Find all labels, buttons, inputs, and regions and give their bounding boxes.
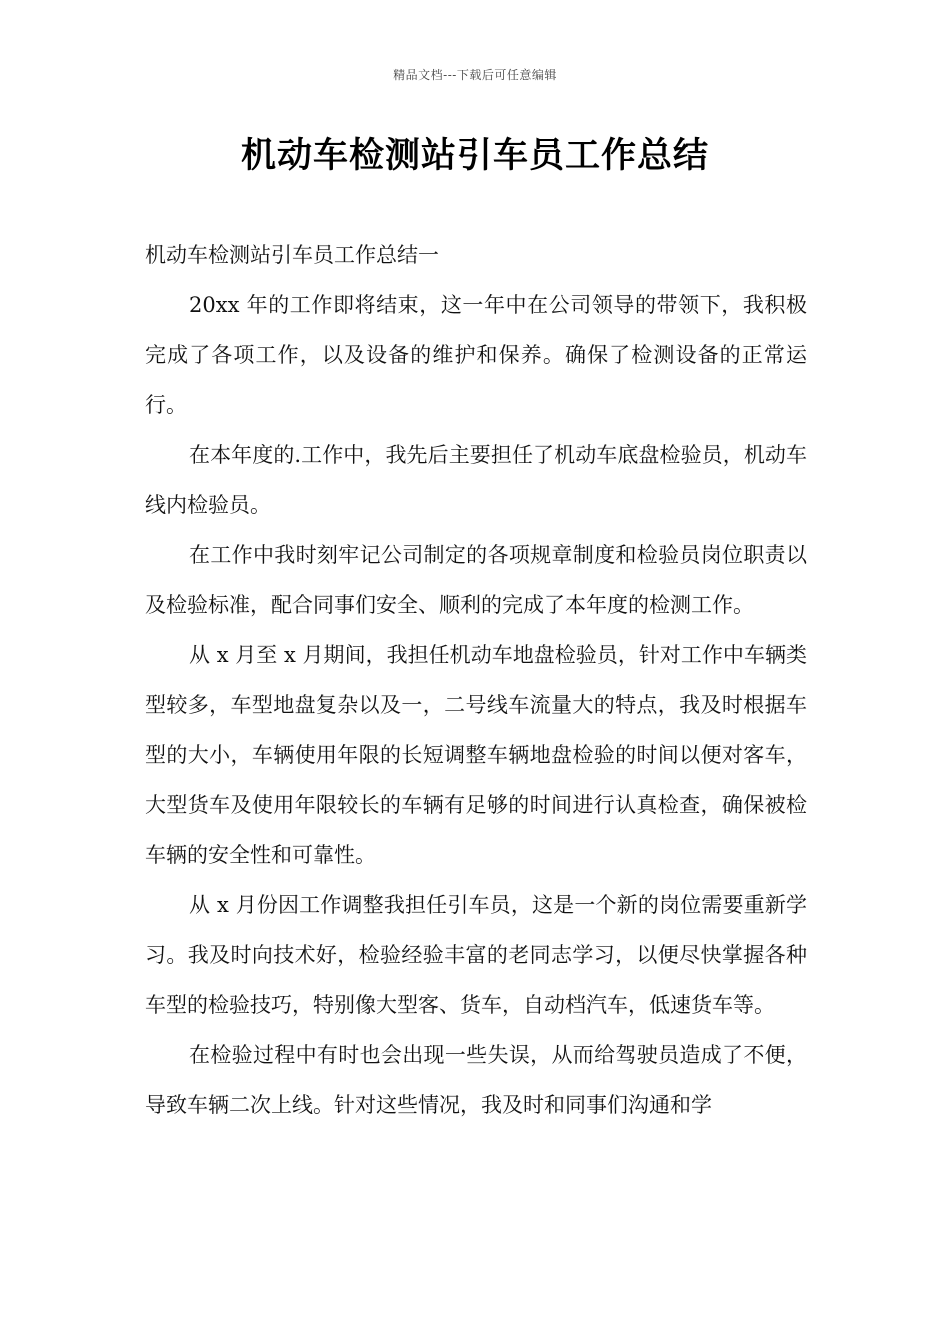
paragraph: 从 x 月份因工作调整我担任引车员，这是一个新的岗位需要重新学习。我及时向技术好，检验经验丰富的老同志学习，以便尽快掌握各种车型的检验技巧，特别像大型客、货车，自动档汽车，低速货车等。 xyxy=(145,893,807,1017)
header-note: 精品文档---下载后可任意编辑 xyxy=(393,68,557,82)
paragraph: 从 x 月至 x 月期间，我担任机动车地盘检验员，针对工作中车辆类型较多，车型地盘复杂以及一，二号线车流量大的特点，我及时根据车型的大小，车辆使用年限的长短调整车辆地盘检验的时间以便对客车，大型货车及使用年限较长的车辆有足够的时间进行认真检查，确保被检车辆的安全性和可靠性。 xyxy=(145,643,807,867)
paragraph: 在检验过程中有时也会出现一些失误，从而给驾驶员造成了不便，导致车辆二次上线。针对这些情况，我及时和同事们沟通和学 xyxy=(145,1043,807,1117)
document-title: 机动车检测站引车员工作总结 xyxy=(240,136,709,176)
paragraph: 在本年度的.工作中，我先后主要担任了机动车底盘检验员，机动车线内检验员。 xyxy=(145,443,807,517)
section-heading: 机动车检测站引车员工作总结一 xyxy=(145,243,439,267)
paragraph: 20xx 年的工作即将结束，这一年中在公司领导的带领下，我积极完成了各项工作，以及设备的维护和保养。确保了检测设备的正常运行。 xyxy=(145,293,807,417)
paragraph: 在工作中我时刻牢记公司制定的各项规章制度和检验员岗位职责以及检验标准，配合同事们安全、顺利的完成了本年度的检测工作。 xyxy=(145,543,807,617)
document-body xyxy=(145,230,807,1130)
